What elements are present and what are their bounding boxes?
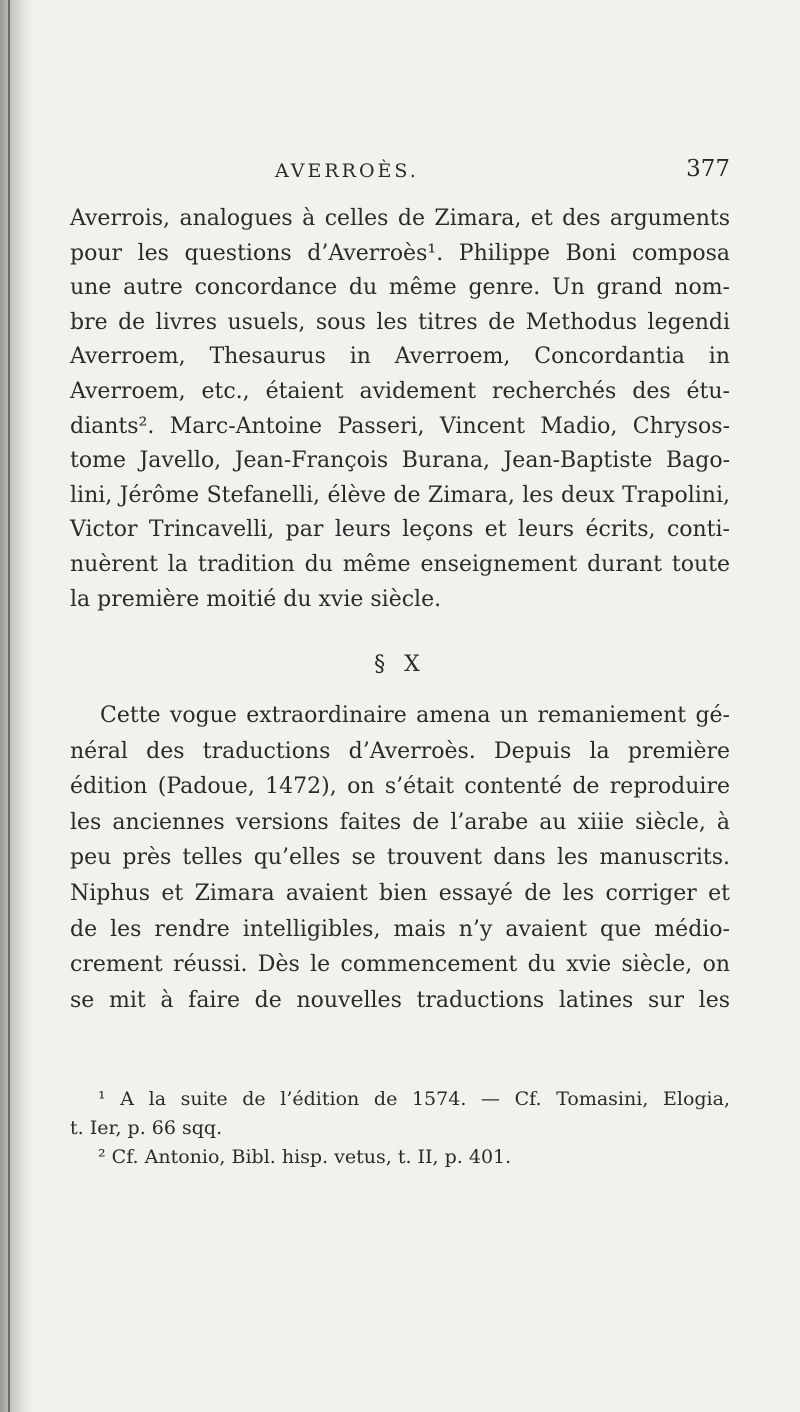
text-line: Cette vogue extraordinaire amena un remaniement gé- bbox=[100, 703, 730, 728]
text-line: bre de livres usuels, sous les titres de Methodus legendi bbox=[70, 309, 730, 335]
text-line: crement réussi. Dès le commencement du xvie siècle, on bbox=[70, 952, 730, 978]
text-line: se mit à faire de nouvelles traductions latines sur les bbox=[70, 987, 730, 1013]
text-line: lini, Jérôme Stefanelli, élève de Zimara, les deux Trapolini, bbox=[70, 482, 730, 508]
running-title: AVERROÈS. bbox=[275, 160, 419, 182]
page-number: 377 bbox=[686, 156, 730, 182]
section-heading: § X bbox=[374, 652, 426, 677]
text-line: une autre concordance du même genre. Un grand nom- bbox=[70, 275, 730, 301]
binding-edge bbox=[8, 0, 10, 1412]
text-line: néral des traductions d’Averroès. Depuis la première bbox=[70, 738, 730, 764]
text-line: Niphus et Zimara avaient bien essayé de les corriger et bbox=[70, 880, 730, 906]
text-line: Averroem, Thesaurus in Averroem, Concordantia in bbox=[70, 344, 730, 370]
text-line: les anciennes versions faites de l’arabe au xiiie siècle, à bbox=[70, 809, 730, 835]
running-head bbox=[70, 156, 730, 190]
text-line: tome Javello, Jean-François Burana, Jean-Baptiste Bago- bbox=[70, 448, 730, 474]
footnote-line: ¹ A la suite de l’édition de 1574. — Cf. Tomasini, Elogia, bbox=[98, 1088, 730, 1110]
text-line: pour les questions d’Averroès¹. Philippe Boni composa bbox=[70, 240, 730, 266]
text-line: la première moitié du xvie siècle. bbox=[70, 586, 442, 612]
text-line: Averrois, analogues à celles de Zimara, et des arguments bbox=[70, 206, 730, 231]
text-line: peu près telles qu’elles se trouvent dans les manuscrits. bbox=[70, 845, 730, 871]
paragraph-1 bbox=[70, 202, 730, 617]
text-line: Victor Trincavelli, par leurs leçons et leurs écrits, conti- bbox=[70, 517, 730, 543]
footnote-line: ² Cf. Antonio, Bibl. hisp. vetus, t. II, p. 401. bbox=[98, 1146, 512, 1168]
footnotes bbox=[70, 1085, 730, 1172]
footnote-line: t. Ier, p. 66 sqq. bbox=[70, 1117, 223, 1139]
text-line: diants². Marc-Antoine Passeri, Vincent Madio, Chrysos- bbox=[70, 413, 730, 439]
paragraph-2 bbox=[70, 698, 730, 1018]
book-gutter-shadow bbox=[0, 0, 34, 1412]
text-line: Averroem, etc., étaient avidement recherchés des étu- bbox=[70, 378, 730, 404]
text-line: de les rendre intelligibles, mais n’y avaient que médio- bbox=[70, 916, 730, 942]
text-line: nuèrent la tradition du même enseignement durant toute bbox=[70, 551, 730, 577]
text-line: édition (Padoue, 1472), on s’était contenté de reproduire bbox=[70, 774, 730, 800]
